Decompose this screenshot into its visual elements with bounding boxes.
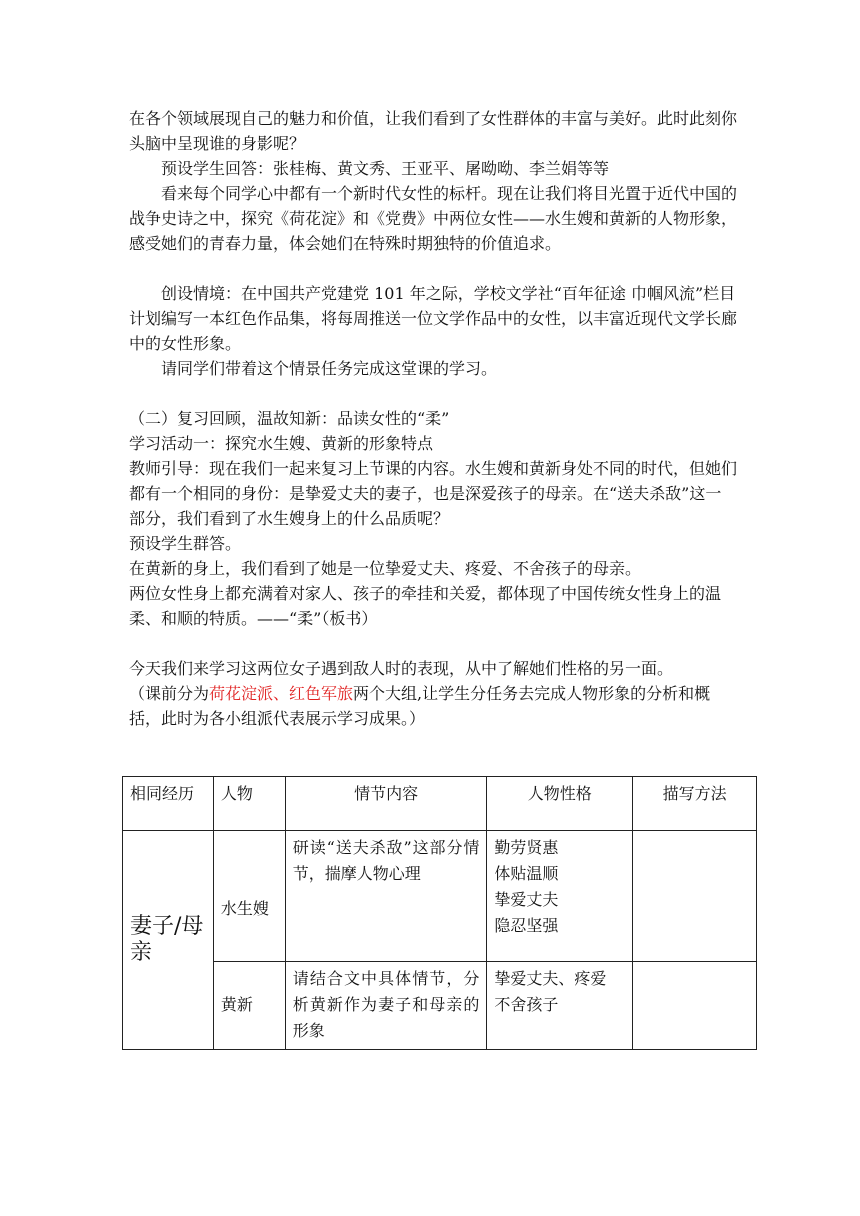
cell-plot: 研读“送夫杀敌”这部分情节，揣摩人物心理 bbox=[285, 831, 487, 962]
paragraph-today: 今天我们来学习这两位女子遇到敌人时的表现，从中了解她们性格的另一面。 bbox=[129, 659, 674, 678]
cell-person: 水生嫂 bbox=[213, 831, 285, 962]
cell-plot: 请结合文中具体情节，分析黄新作为妻子和母亲的形象 bbox=[285, 962, 487, 1050]
header-method: 描写方法 bbox=[633, 777, 757, 831]
group-names-highlight: 荷花淀派、红色军旅 bbox=[209, 684, 354, 703]
header-personality: 人物性格 bbox=[487, 777, 633, 831]
activity-heading: 学习活动一：探究水生嫂、黄新的形象特点 bbox=[129, 434, 434, 453]
cell-method bbox=[633, 962, 757, 1050]
paragraph-scenario: 创设情境：在中国共产党建党 101 年之际，学校文学社“百年征途 巾帼风流”栏目计划编写一本红色作品集，将每周推送一位文学作品中的女性，以丰富近现代文学长廊中的女性形象。 bbox=[129, 284, 738, 353]
trait-item: 勤劳贤惠 bbox=[494, 838, 559, 857]
section-heading: （二）复习回顾，温故知新：品读女性的“柔” bbox=[129, 409, 450, 428]
paragraph-summary: 两位女性身上都充满着对家人、孩子的牵挂和关爱，都体现了中国传统女性身上的温柔、和顺的特质。——“柔”（板书） bbox=[129, 584, 722, 628]
group-note-pre: （课前分为 bbox=[129, 684, 210, 703]
table-row bbox=[123, 831, 757, 962]
header-plot: 情节内容 bbox=[285, 777, 487, 831]
cell-traits bbox=[487, 831, 633, 962]
paragraph-transition: 看来每个同学心中都有一个新时代女性的标杆。现在让我们将目光置于近代中国的战争史诗之中，探究《荷花淀》和《党费》中两位女性——水生嫂和黄新的人物形象，感受她们的青春力量，体会她们在特殊时期独特的价值追求。 bbox=[129, 184, 738, 253]
paragraph-preset-answer: 预设学生回答：张桂梅、黄文秀、王亚平、屠呦呦、李兰娟等等 bbox=[161, 159, 610, 178]
header-character: 人物 bbox=[213, 777, 285, 831]
character-analysis-table bbox=[122, 776, 757, 1050]
header-shared-experience: 相同经历 bbox=[123, 777, 214, 831]
paragraph-student-answer: 预设学生群答。 bbox=[129, 534, 242, 553]
paragraph-teacher-guide: 教师引导：现在我们一起来复习上节课的内容。水生嫂和黄新身处不同的时代，但她们都有一个相同的身份：是挚爱丈夫的妻子，也是深爱孩子的母亲。在“送夫杀敌”这一部分，我们看到了水生嫂身上的什么品质呢？ bbox=[129, 459, 738, 528]
document-body bbox=[129, 106, 737, 731]
group-note-post: 两个大组,让学生分任务去完成人物形象的分析和概括，此时为各小组派代表展示学习成果。） bbox=[129, 684, 711, 728]
trait-item: 体贴温顺 bbox=[494, 864, 559, 883]
paragraph-huangxin: 在黄新的身上，我们看到了她是一位挚爱丈夫、疼爱、不舍孩子的母亲。 bbox=[129, 559, 642, 578]
paragraph-task: 请同学们带着这个情景任务完成这堂课的学习。 bbox=[161, 359, 498, 378]
cell-person: 黄新 bbox=[213, 962, 285, 1050]
trait-item: 不舍孩子 bbox=[494, 995, 559, 1014]
trait-item: 挚爱丈夫 bbox=[494, 890, 559, 909]
table-row bbox=[123, 962, 757, 1050]
cell-method bbox=[633, 831, 757, 962]
paragraph-group-note bbox=[129, 681, 737, 731]
trait-item: 隐忍坚强 bbox=[494, 916, 559, 935]
cell-traits bbox=[487, 962, 633, 1050]
table-header-row bbox=[123, 777, 757, 831]
group-label-cell: 妻子/母亲 bbox=[123, 831, 214, 1050]
trait-item: 挚爱丈夫、疼爱 bbox=[494, 969, 607, 988]
paragraph-intro: 在各个领域展现自己的魅力和价值，让我们看到了女性群体的丰富与美好。此时此刻你头脑中呈现谁的身影呢？ bbox=[129, 109, 738, 153]
